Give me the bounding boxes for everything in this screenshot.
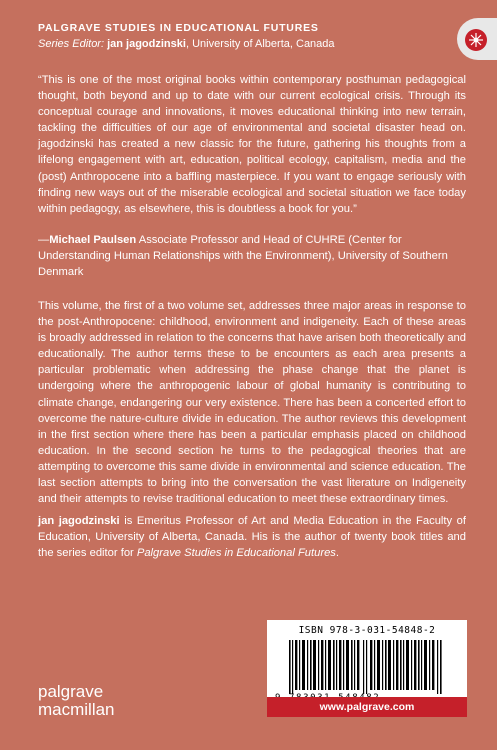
author-bio-end: . bbox=[335, 547, 339, 560]
attribution-details: Associate Professor and Head of CUHRE (Center for Understanding Human Relationships with the Environment), University of Southern Denmark bbox=[38, 234, 448, 279]
isbn-barcode-box bbox=[267, 620, 467, 708]
author-bio-series: Palgrave Studies in Educational Futures bbox=[136, 547, 336, 560]
publisher-logo bbox=[38, 683, 115, 719]
author-bio bbox=[38, 513, 466, 561]
series-editor-name: jan jagodzinski bbox=[107, 38, 186, 50]
quote-attribution bbox=[38, 232, 466, 280]
series-editor-role: Series Editor: bbox=[38, 38, 105, 50]
author-name: jan jagodzinski bbox=[38, 515, 120, 527]
publisher-url[interactable]: www.palgrave.com bbox=[267, 697, 467, 717]
book-description: This volume, the first of a two volume set, addresses three major areas in response to the post-Anthropocene: childhood, environment and indigeneity. Each of these areas is broadly addressed in relation to the concerns that have arisen both theoretically and educationally. The author terms these to be encounters as each area presents a particular problematic when addressing the phase change that the planet is undergoing where the anthropogenic labour of global humanity is contributing to climate change, endangering our very existence. There has been a concerted effort to overcome the nature-culture divide in education. The author reviews this development in the first section where there has been a particular emphasis placed on childhood education. In the second section he turns to the pedagogical theories that are attempting to overcome this same divide in environmental and science education. The last section attempts to bring into the conversation the vast literature on Indigeneity and their attempts to revise traditional education to meet these extraordinary times. bbox=[38, 300, 466, 506]
publisher-name-line2: macmillan bbox=[38, 700, 115, 719]
series-editor-affiliation: , University of Alberta, Canada bbox=[185, 38, 335, 50]
isbn-label: ISBN 978-3-031-54848-2 bbox=[298, 625, 436, 636]
attribution-dash: — bbox=[38, 234, 50, 246]
barcode-icon bbox=[289, 640, 449, 694]
author-bio-text: is Emeritus Professor of Art and Media Education in the Faculty of Education, University of Alberta, Canada. His is the author of twenty book titles and the series editor for bbox=[38, 515, 466, 560]
endorsement-quote: “This is one of the most original books within contemporary posthuman pedagogical thought, both beyond and up to date with our current ecological crisis. Through its conceptual courage and innovations, it moves educational thinking into new terrain, tackling the difficulties of our age of environmental and societal disaster head on. jagodzinski has created a new classic for the future, gathering his thoughts from a lifelong engagement with art, education, political ecology, capitalism, media and the (post) Anthropocene into a baffling masterpiece. If you want to engage seriously with finding new ways out of the miserable ecological and societal situation we face today within pedagogy, as elsewhere, this is doubtless a book for you.” bbox=[38, 74, 466, 215]
series-editor-line bbox=[38, 38, 335, 50]
attribution-name: Michael Paulsen bbox=[49, 234, 137, 246]
springer-nature-hub-icon bbox=[457, 18, 497, 60]
series-title: PALGRAVE STUDIES IN EDUCATIONAL FUTURES bbox=[38, 22, 319, 34]
publisher-name-line1: palgrave bbox=[38, 682, 104, 701]
